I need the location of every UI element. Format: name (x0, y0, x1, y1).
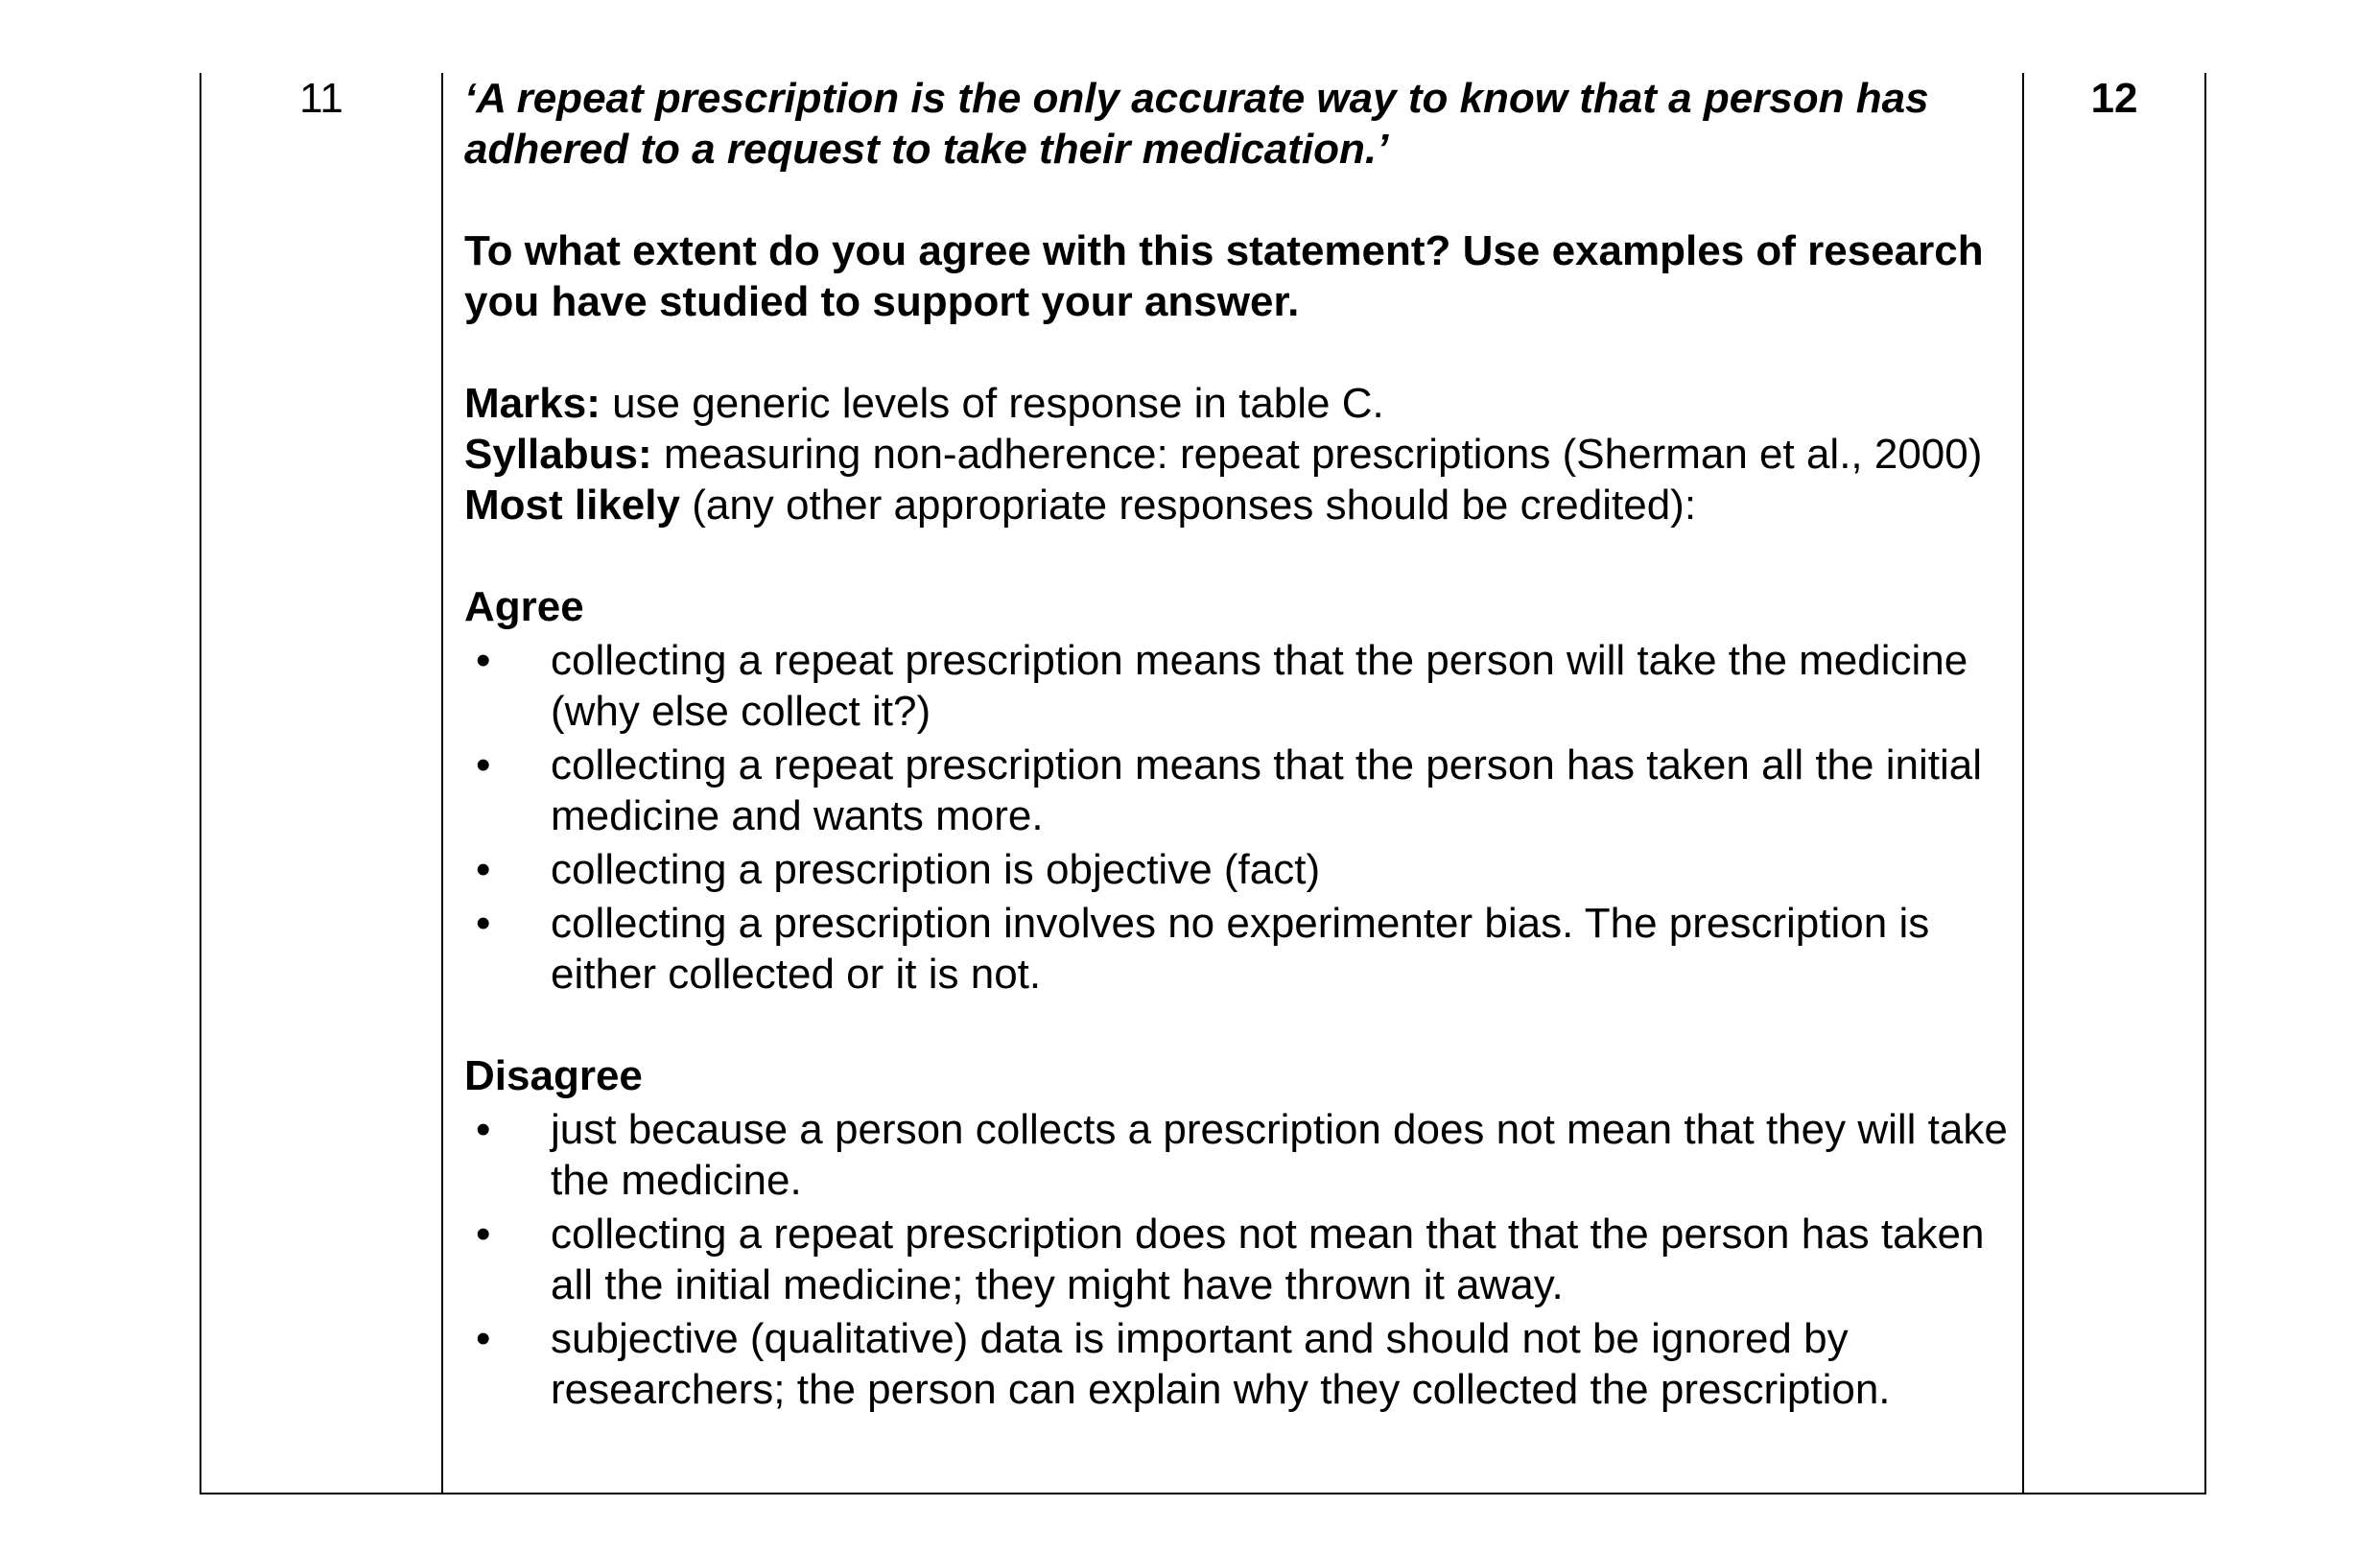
most-likely-label: Most likely (464, 482, 680, 529)
syllabus-note (464, 429, 2009, 480)
list-item (464, 844, 2009, 895)
marks-label: Marks: (464, 380, 601, 427)
most-likely-text: (any other appropriate responses should be credited): (679, 482, 1697, 529)
list-item-text: collecting a repeat prescription means that the person has taken all the initial medicine and wants more. (551, 741, 1982, 839)
bullet-icon: • (476, 846, 491, 893)
syllabus-label: Syllabus: (464, 431, 652, 478)
list-item (464, 1104, 2009, 1206)
column-divider (441, 73, 443, 1493)
answer-guidance (464, 73, 2009, 1415)
question-quote: ‘A repeat prescription is the only accurate way to know that a person has adhered to a request to take their medication.’ (464, 75, 1929, 173)
disagree-list (464, 1104, 2009, 1415)
list-item (464, 1209, 2009, 1310)
list-item (464, 1313, 2009, 1415)
most-likely-note (464, 480, 2009, 530)
disagree-heading: Disagree (464, 1052, 643, 1099)
bullet-icon: • (476, 1211, 491, 1258)
list-item-text: just because a person collects a prescription does not mean that they will take the medicine. (551, 1106, 2008, 1204)
marks-text: use generic levels of response in table C. (600, 380, 1384, 427)
bullet-icon: • (476, 1315, 491, 1362)
agree-list (464, 635, 2009, 1000)
list-item-text: collecting a prescription involves no experimenter bias. The prescription is either collected or it is not. (551, 900, 1930, 998)
list-item (464, 898, 2009, 1000)
column-divider (2022, 73, 2024, 1493)
question-text: To what extent do you agree with this statement? Use examples of research you have studied to support your answer. (464, 227, 1984, 325)
marks-note (464, 378, 2009, 429)
bullet-icon: • (476, 900, 491, 947)
list-item-text: subjective (qualitative) data is important and should not be ignored by researchers; the person can explain why they collected the prescription. (551, 1315, 1891, 1413)
mark-scheme-table (200, 73, 2206, 1494)
bullet-icon: • (476, 741, 491, 788)
bullet-icon: • (476, 1106, 491, 1153)
list-item-text: collecting a prescription is objective (fact) (551, 846, 1321, 893)
list-item-text: collecting a repeat prescription means that the person will take the medicine (why else collect it?) (551, 637, 1968, 735)
syllabus-text: measuring non-adherence: repeat prescriptions (Sherman et al., 2000) (651, 431, 1983, 478)
bullet-icon: • (476, 637, 491, 684)
marking-notes (464, 378, 2009, 530)
question-number: 11 (299, 75, 343, 122)
list-item (464, 740, 2009, 841)
list-item-text: collecting a repeat prescription does not mean that that the person has taken all the initial medicine; they might have thrown it away. (551, 1211, 1985, 1308)
agree-heading: Agree (464, 583, 584, 630)
marks-total: 12 (2090, 75, 2138, 122)
list-item (464, 635, 2009, 737)
